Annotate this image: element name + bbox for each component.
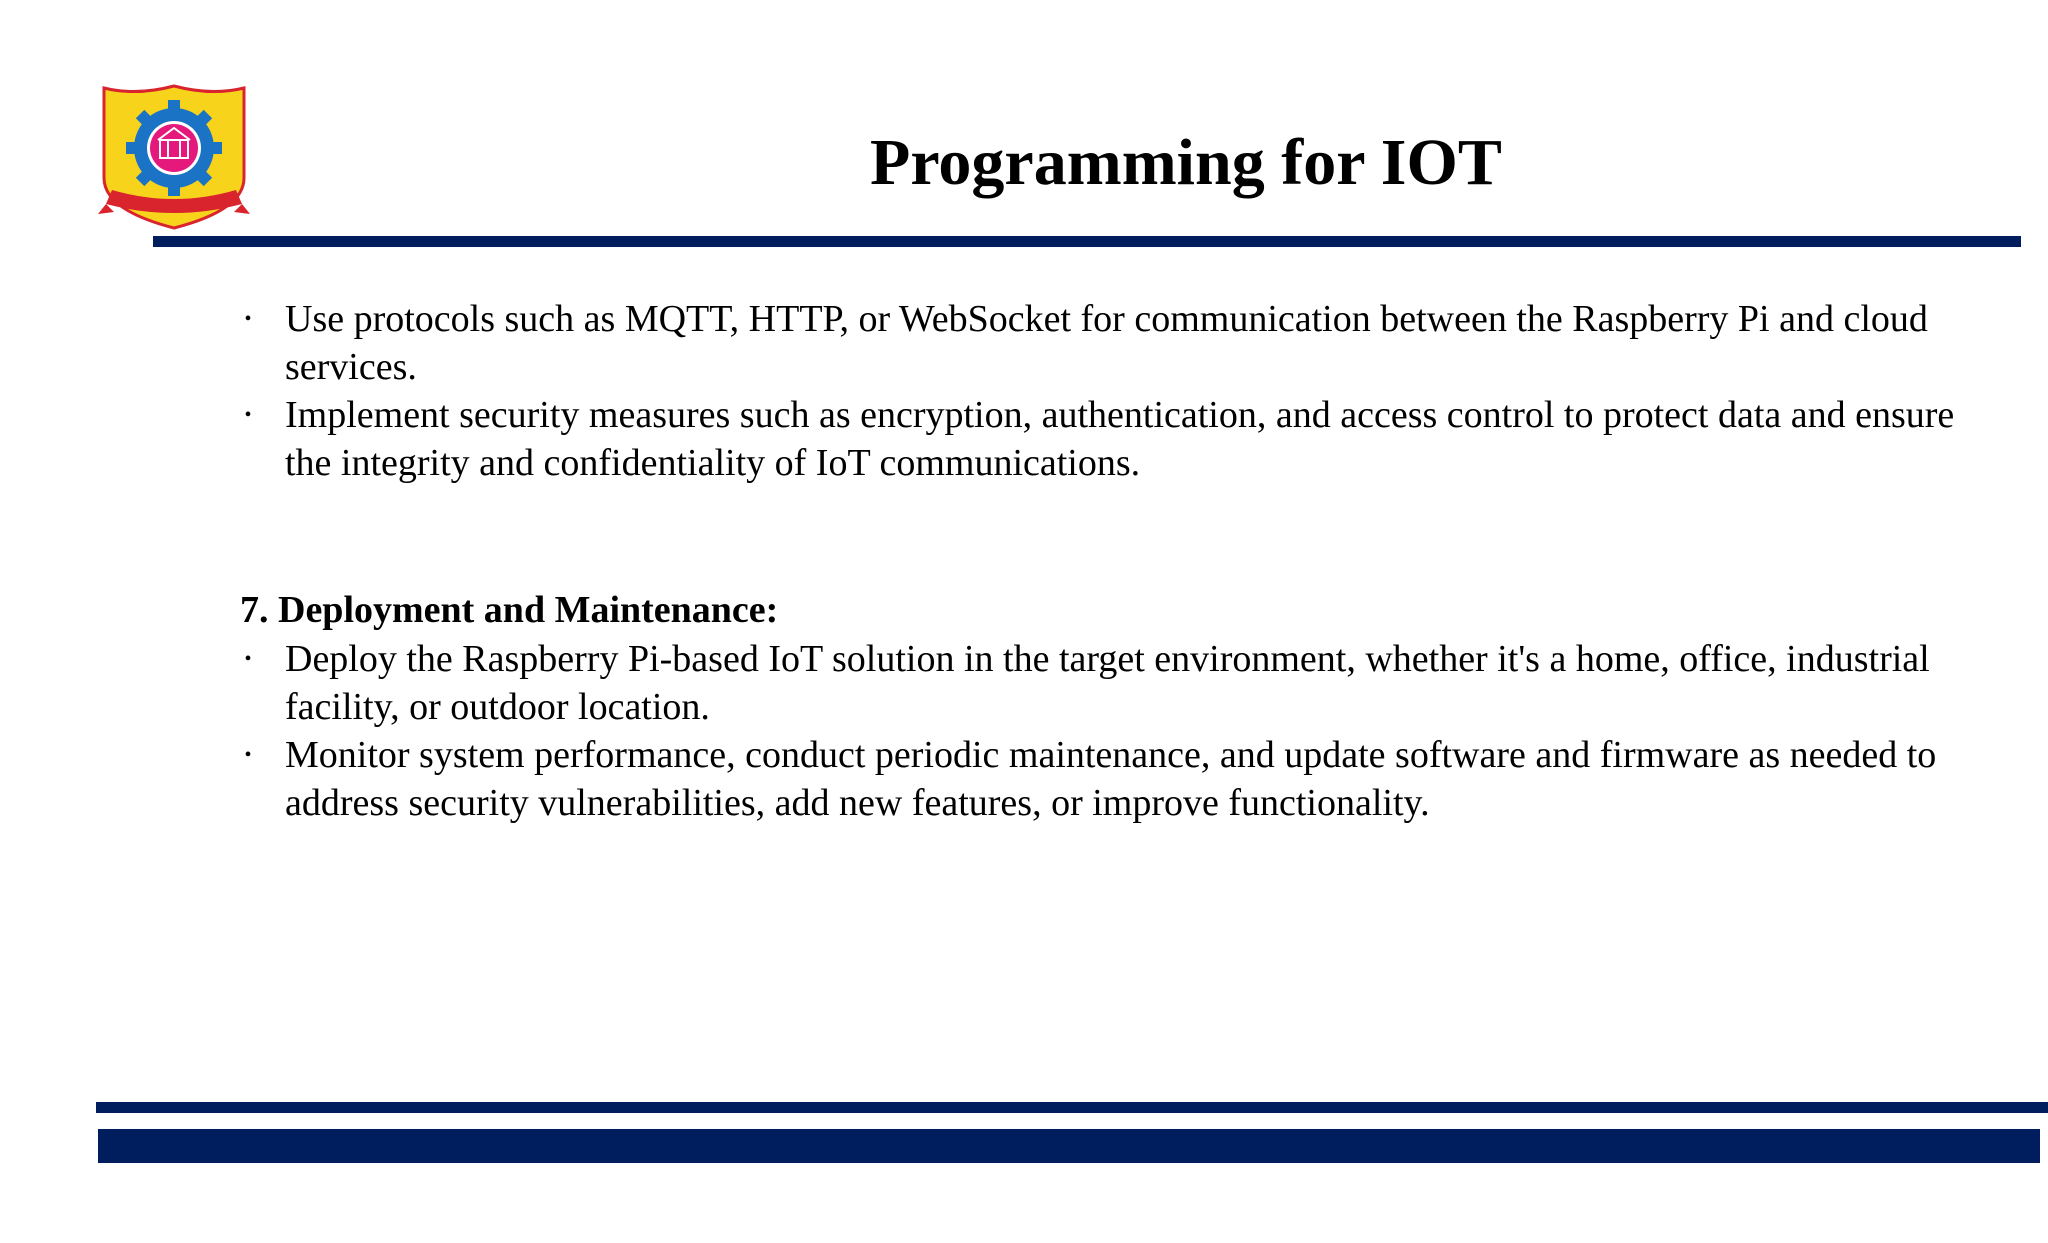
bullet-text: Deploy the Raspberry Pi-based IoT solution in the target environment, whether it's a home, office, industrial facility, or outdoor location. [285,638,1930,728]
bullet-icon: • [244,648,252,670]
bullet-text: Monitor system performance, conduct periodic maintenance, and update software and firmware as needed to address security vulnerabilities, add new features, or improve functionality. [285,734,1937,824]
bullet-text: Implement security measures such as encryption, authentication, and access control to protect data and ensure the integrity and confidentiality of IoT communications. [285,394,1955,484]
bullet-icon: • [244,404,252,426]
bullet-list [240,635,1980,827]
header-divider [153,236,2021,247]
bullet-list [240,295,1980,487]
college-emblem-icon [98,86,250,228]
college-logo [96,82,252,232]
list-item [240,731,1980,827]
bullet-icon: • [244,744,252,766]
slide-content [240,295,1980,827]
list-item [240,635,1980,731]
list-item [240,391,1980,487]
section-heading: 7. Deployment and Maintenance: [240,589,779,631]
bullet-icon: • [244,308,252,330]
list-item [240,295,1980,391]
page-title: Programming for IOT [870,126,1502,199]
spacer [240,487,1980,585]
bullet-text: Use protocols such as MQTT, HTTP, or WebSocket for communication between the Raspberry Pi and cloud services. [285,298,1928,388]
footer-band [98,1129,2040,1163]
footer-divider-thin [96,1102,2048,1113]
